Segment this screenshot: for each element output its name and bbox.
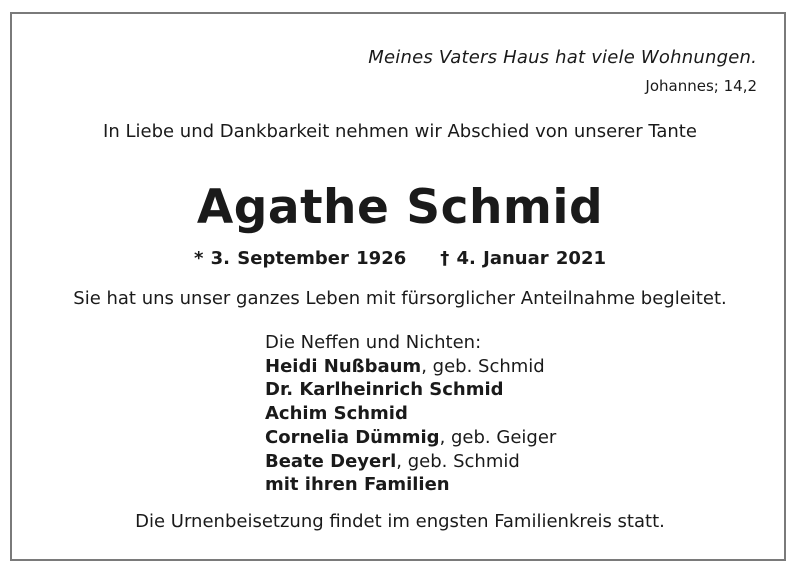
birth-date: * 3. September 1926 <box>193 248 407 269</box>
mourner-entry <box>265 402 556 426</box>
mourner-families: mit ihren Familien <box>265 474 450 496</box>
mourners-list <box>265 331 556 497</box>
mourner-name: Dr. Karlheinrich Schmid <box>265 379 504 401</box>
mourner-entry <box>265 450 556 474</box>
deceased-name: Agathe Schmid <box>196 180 604 235</box>
life-dates <box>0 248 800 269</box>
mourner-name: Cornelia Dümmig <box>265 426 440 448</box>
mourner-maiden-name: , geb. Schmid <box>421 355 545 377</box>
quote-source: Johannes; 14,2 <box>645 77 757 95</box>
tribute-text: Sie hat uns unser ganzes Leben mit fürsorglicher Anteilnahme begleitet. <box>73 288 727 309</box>
mourner-name: Achim Schmid <box>265 403 408 425</box>
mourner-maiden-name: , geb. Schmid <box>396 450 520 472</box>
mourners-heading: Die Neffen und Nichten: <box>265 332 482 353</box>
bible-quote: Meines Vaters Haus hat viele Wohnungen. <box>368 47 757 68</box>
mourner-entry <box>265 378 556 402</box>
closing-text: Die Urnenbeisetzung findet im engsten Familienkreis statt. <box>135 511 665 532</box>
mourner-name: Beate Deyerl <box>265 450 397 472</box>
intro-text: In Liebe und Dankbarkeit nehmen wir Abschied von unserer Tante <box>103 121 697 142</box>
mourner-entry <box>265 355 556 379</box>
mourner-maiden-name: , geb. Geiger <box>439 426 557 448</box>
mourner-entry <box>265 426 556 450</box>
death-date: † 4. Januar 2021 <box>440 248 607 269</box>
mourner-name: Heidi Nußbaum <box>265 355 422 377</box>
